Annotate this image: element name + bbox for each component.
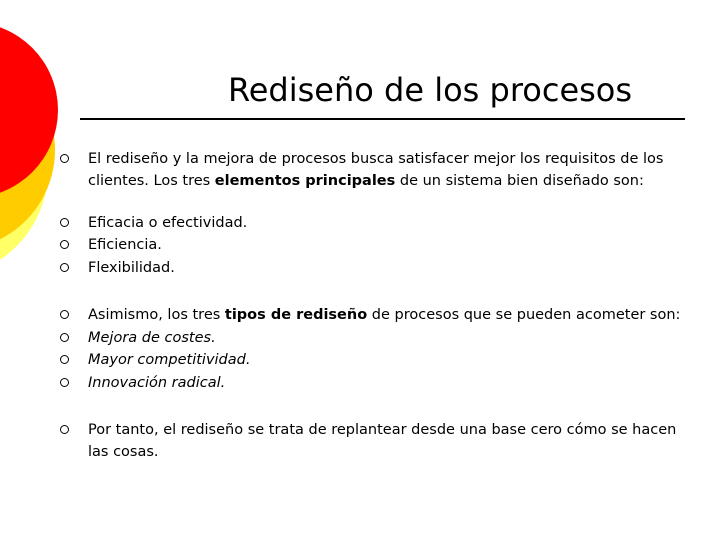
bullet-circle-icon bbox=[60, 425, 69, 434]
bullet-text: Flexibilidad. bbox=[88, 260, 175, 276]
title-underline bbox=[80, 118, 685, 120]
bullet-eficacia bbox=[60, 212, 690, 234]
bullet-text: Mayor competitividad. bbox=[88, 352, 251, 368]
bullet-text: Mejora de costes. bbox=[88, 330, 216, 346]
bullet-text-bold: elementos principales bbox=[214, 173, 396, 189]
bullet-mejora-costes bbox=[60, 327, 690, 349]
bullet-text-part: Asimismo, los tres bbox=[88, 307, 225, 323]
bullet-flexibilidad bbox=[60, 257, 690, 279]
bullet-circle-icon bbox=[60, 333, 69, 342]
slide-title: Rediseño de los procesos bbox=[227, 71, 633, 109]
bullet-text bbox=[88, 304, 690, 326]
bullet-text: Innovación radical. bbox=[88, 375, 226, 391]
bullet-text: Por tanto, el rediseño se trata de replantear desde una base cero cómo se hacen las cosas. bbox=[88, 422, 677, 460]
bullet-circle-icon bbox=[60, 240, 69, 249]
bullet-circle-icon bbox=[60, 378, 69, 387]
bullet-competitividad bbox=[60, 349, 690, 371]
bullet-intro bbox=[60, 148, 690, 192]
bullet-innovacion bbox=[60, 372, 690, 394]
bullet-text: Eficacia o efectividad. bbox=[88, 215, 248, 231]
bullet-circle-icon bbox=[60, 310, 69, 319]
bullet-text: Eficiencia. bbox=[88, 237, 162, 253]
bullet-tipos bbox=[60, 304, 690, 326]
bullet-text-part: de un sistema bien diseñado son: bbox=[395, 173, 644, 189]
bullet-text-part: El rediseño y la mejora de procesos busca satisfacer mejor los requisitos de los clientes. Los tres bbox=[88, 151, 664, 189]
bullet-text bbox=[88, 148, 690, 192]
bullet-conclusion bbox=[60, 419, 690, 463]
bullet-circle-icon bbox=[60, 355, 69, 364]
bullet-text-bold: tipos de rediseño bbox=[224, 307, 368, 323]
bullet-circle-icon bbox=[60, 218, 69, 227]
bullet-circle-icon bbox=[60, 154, 69, 163]
bullet-text-part: de procesos que se pueden acometer son: bbox=[367, 307, 681, 323]
bullet-eficiencia bbox=[60, 234, 690, 256]
bullet-circle-icon bbox=[60, 263, 69, 272]
